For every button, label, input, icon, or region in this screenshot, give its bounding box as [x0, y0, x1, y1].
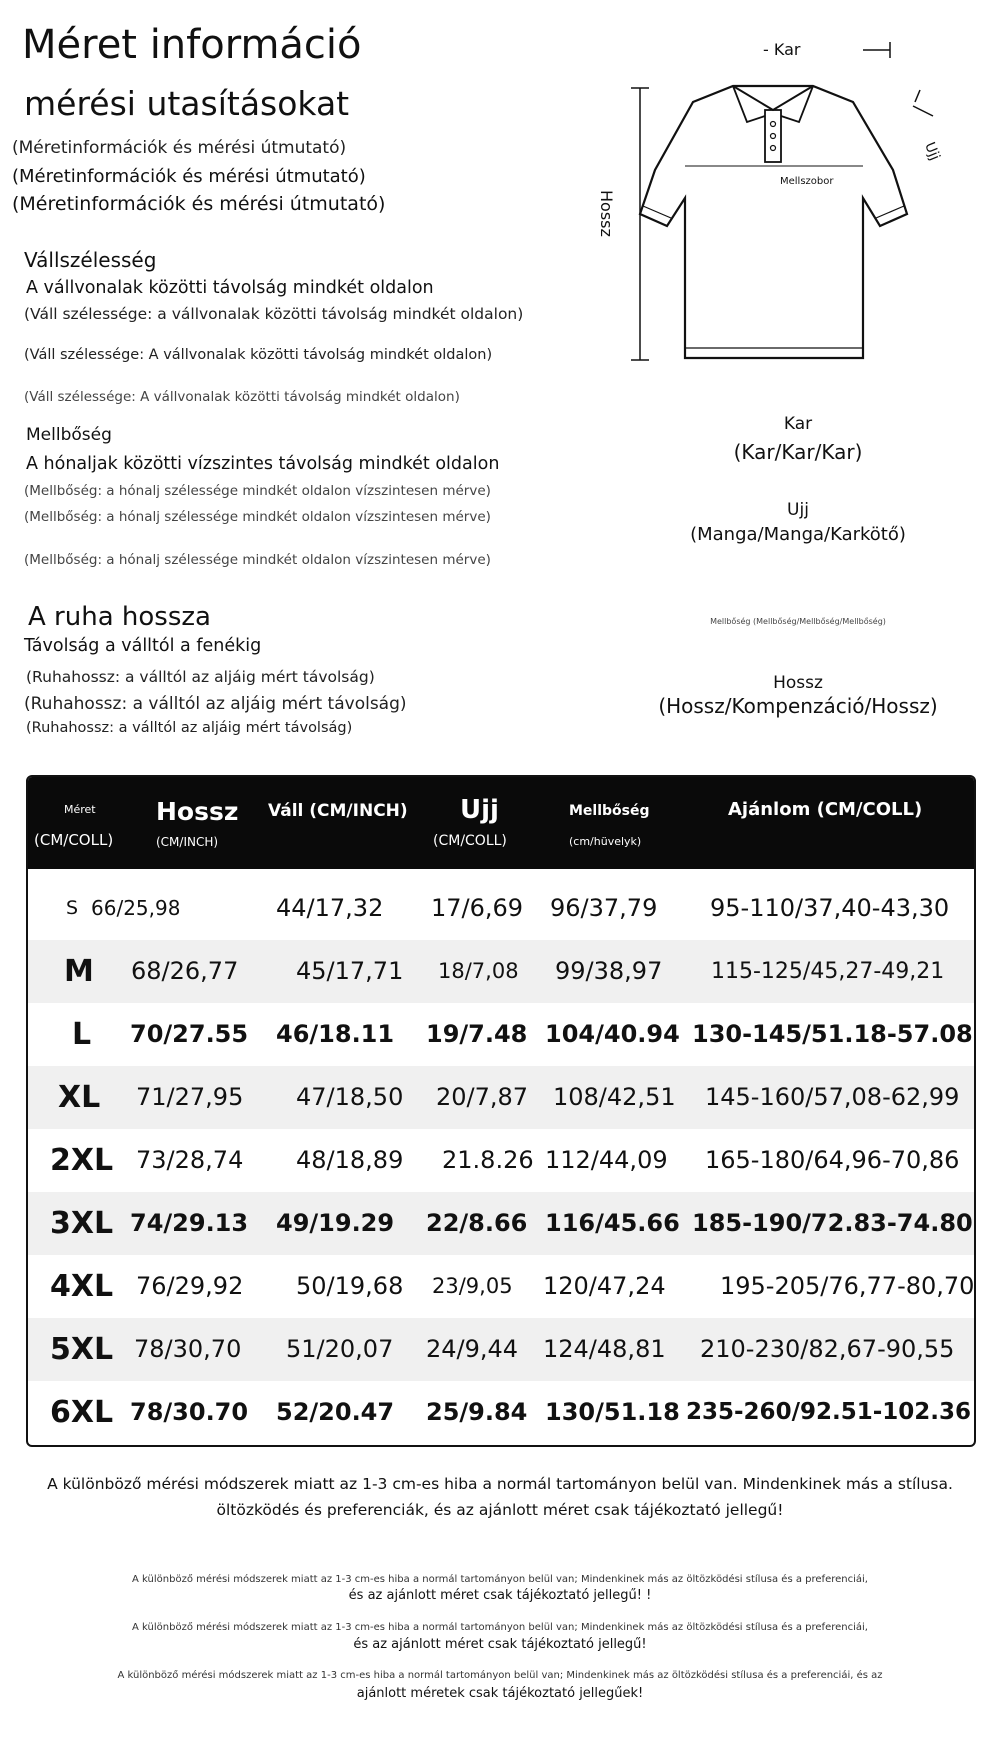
table-row: [28, 1192, 974, 1255]
cell-ajanlom: 130-145/51.18-57.08: [692, 1020, 973, 1048]
cell-ajanlom: 235-260/92.51-102.36: [686, 1399, 972, 1425]
cell-mell: 116/45.66: [545, 1209, 680, 1237]
th-meret: Méret: [64, 803, 96, 816]
cell-mell: 108/42,51: [553, 1083, 676, 1111]
cell-ajanlom: 210-230/82,67-90,55: [700, 1335, 955, 1363]
cell-ujj: 20/7,87: [436, 1083, 529, 1111]
cell-ujj: 22/8.66: [426, 1209, 528, 1237]
cell-size: L: [72, 1017, 92, 1052]
chest-note-1: (Mellbőség: a hónalj szélessége mindkét oldalon vízszintesen mérve): [24, 483, 491, 499]
cell-size: 5XL: [50, 1332, 114, 1367]
cell-size: 2XL: [50, 1143, 114, 1178]
cell-ajanlom: 185-190/72.83-74.80: [692, 1209, 973, 1237]
shoulder-note-2: (Váll szélessége: A vállvonalak közötti távolság mindkét oldalon): [24, 347, 493, 363]
cell-hossz: 73/28,74: [136, 1146, 244, 1174]
cell-hossz: 68/26,77: [131, 957, 239, 985]
intro-note-2: (Méretinformációk és mérési útmutató): [12, 166, 366, 187]
th-ajanlom: Ajánlom (CM/COLL): [728, 799, 923, 820]
right-hossz-sub: (Hossz/Kompenzáció/Hossz): [658, 694, 938, 718]
cell-ujj: 21.8.26: [442, 1146, 534, 1174]
cell-hossz: 71/27,95: [136, 1083, 244, 1111]
cell-mell: 120/47,24: [543, 1272, 666, 1300]
page-title: Méret információ: [22, 22, 362, 68]
cell-vall: 45/17,71: [296, 957, 404, 985]
chest-note-3: (Mellbőség: a hónalj szélessége mindkét oldalon vízszintesen mérve): [24, 552, 491, 568]
cell-vall: 50/19,68: [296, 1272, 404, 1300]
table-row: [28, 877, 974, 940]
footer-small-3-line1: A különböző mérési módszerek miatt az 1-3 cm-es hiba a normál tartományon belül van; Mindenkinek más az öltözködési stílusa és a preferenciái, és az: [117, 1670, 883, 1681]
right-mell-tiny: Mellbőség (Mellbőség/Mellbőség/Mellbőség): [710, 617, 886, 626]
cell-size: S: [66, 897, 79, 919]
right-hossz: Hossz: [773, 673, 823, 693]
cell-ajanlom: 145-160/57,08-62,99: [705, 1083, 960, 1111]
cell-vall: 51/20,07: [286, 1335, 394, 1363]
table-row: [28, 940, 974, 1003]
footer-small-2-line1: A különböző mérési módszerek miatt az 1-3 cm-es hiba a normál tartományon belül van; Mindenkinek más az öltözködési stílusa és a preferenciái,: [132, 1622, 868, 1633]
intro-note-1: (Méretinformációk és mérési útmutató): [12, 138, 347, 158]
footer-main-line1: A különböző mérési módszerek miatt az 1-3 cm-es hiba a normál tartományon belül van. Mindenkinek más a stílusa.: [47, 1475, 953, 1493]
cell-size: 4XL: [50, 1269, 114, 1304]
th-hossz: Hossz: [156, 797, 239, 826]
diagram-hossz-label: Hossz: [597, 190, 616, 237]
th-vall: Váll (CM/INCH): [268, 801, 408, 821]
ujj-measure-tick-a: [915, 90, 920, 102]
chest-note-2: (Mellbőség: a hónalj szélessége mindkét oldalon vízszintesen mérve): [24, 509, 491, 525]
right-kar-sub: (Kar/Kar/Kar): [733, 440, 863, 464]
shoulder-note-1: (Váll szélessége: a vállvonalak közötti távolság mindkét oldalon): [24, 305, 524, 323]
shoulder-note-3: (Váll szélessége: A vállvonalak közötti távolság mindkét oldalon): [24, 389, 460, 405]
cell-mell: 130/51.18: [545, 1398, 680, 1426]
chest-heading: Mellbőség: [26, 425, 112, 445]
length-heading: A ruha hossza: [28, 602, 211, 632]
th-mell: Mellbőség: [569, 803, 650, 819]
cell-size: XL: [58, 1080, 101, 1115]
length-note-3: (Ruhahossz: a válltól az aljáig mért távolság): [26, 720, 353, 736]
cell-ajanlom: 165-180/64,96-70,86: [705, 1146, 960, 1174]
size-table: [26, 775, 976, 1447]
diagram-kar-label: - Kar: [763, 40, 801, 59]
cell-ajanlom: 195-205/76,77-80,70: [720, 1272, 975, 1300]
right-ujj: Ujj: [787, 500, 809, 520]
cell-vall: 52/20.47: [276, 1398, 395, 1426]
cell-vall: 44/17,32: [276, 894, 384, 922]
table-row: [28, 1318, 974, 1381]
cell-ujj: 25/9.84: [426, 1398, 528, 1426]
footer-small-3-line2: ajánlott méretek csak tájékoztató jellegűek!: [356, 1686, 644, 1701]
cell-vall: 46/18.11: [276, 1020, 395, 1048]
cell-size: 3XL: [50, 1206, 114, 1241]
cell-vall: 49/19.29: [276, 1209, 395, 1237]
cell-size: 6XL: [50, 1395, 114, 1430]
table-row: [28, 1381, 974, 1444]
cell-size: M: [64, 954, 94, 989]
shirt-diagram: [615, 30, 975, 370]
cell-mell: 124/48,81: [543, 1335, 666, 1363]
table-row: [28, 1003, 974, 1066]
cell-vall: 48/18,89: [296, 1146, 404, 1174]
cell-mell: 112/44,09: [545, 1146, 668, 1174]
table-header: [28, 777, 974, 869]
shoulder-heading: Vállszélesség: [24, 248, 157, 272]
footer-small-2-line2: és az ajánlott méret csak tájékoztató jellegű!: [353, 1637, 647, 1652]
length-note-2: (Ruhahossz: a válltól az aljáig mért távolság): [24, 694, 407, 714]
table-row: [28, 1129, 974, 1192]
footer-small-1-line2: és az ajánlott méret csak tájékoztató jellegű! !: [348, 1588, 652, 1603]
cell-hossz: 78/30,70: [134, 1335, 242, 1363]
cell-hossz: 76/29,92: [136, 1272, 244, 1300]
cell-ujj: 19/7.48: [426, 1020, 528, 1048]
cell-hossz: 78/30.70: [130, 1398, 249, 1426]
cell-hossz: 70/27.55: [130, 1020, 249, 1048]
diagram-ujj-label: Ujj: [921, 140, 943, 163]
cell-mell: 99/38,97: [555, 957, 663, 985]
table-row: [28, 1066, 974, 1129]
footer-small-1-line1: A különböző mérési módszerek miatt az 1-3 cm-es hiba a normál tartományon belül van; Mindenkinek más az öltözködési stílusa és a preferenciái,: [132, 1574, 868, 1585]
th-ujj: Ujj: [460, 795, 499, 825]
cell-hossz: 66/25,98: [91, 896, 181, 920]
cell-hossz: 74/29.13: [130, 1209, 249, 1237]
cell-vall: 47/18,50: [296, 1083, 404, 1111]
right-kar: Kar: [783, 414, 813, 434]
cell-ujj: 24/9,44: [426, 1335, 519, 1363]
cell-ujj: 17/6,69: [431, 894, 524, 922]
footer-main-line2: öltözködés és preferenciák, és az ajánlott méret csak tájékoztató jellegű!: [216, 1501, 784, 1519]
shoulder-desc: A vállvonalak közötti távolság mindkét oldalon: [26, 278, 434, 298]
ujj-measure-tick-b: [913, 106, 933, 116]
th-ujj-unit: (CM/COLL): [433, 833, 507, 849]
table-row: [28, 1255, 974, 1318]
cell-ajanlom: 115-125/45,27-49,21: [711, 959, 945, 984]
th-mell-unit: (cm/hüvelyk): [569, 835, 642, 848]
right-ujj-sub: (Manga/Manga/Karkötő): [690, 524, 906, 545]
cell-ujj: 23/9,05: [432, 1274, 513, 1298]
cell-mell: 104/40.94: [545, 1020, 680, 1048]
length-desc: Távolság a válltól a fenékig: [24, 636, 262, 656]
diagram-mellszobor-label: Mellszobor: [780, 176, 834, 187]
cell-ajanlom: 95-110/37,40-43,30: [710, 894, 950, 922]
page-subtitle: mérési utasításokat: [24, 84, 350, 123]
cell-mell: 96/37,79: [550, 894, 658, 922]
cell-ujj: 18/7,08: [438, 959, 519, 983]
th-meret-unit: (CM/COLL): [34, 831, 114, 849]
th-hossz-unit: (CM/INCH): [156, 835, 219, 849]
intro-note-3: (Méretinformációk és mérési útmutató): [12, 193, 386, 215]
length-note-1: (Ruhahossz: a válltól az aljáig mért távolság): [26, 668, 375, 686]
chest-desc: A hónaljak közötti vízszintes távolság mindkét oldalon: [26, 454, 500, 474]
